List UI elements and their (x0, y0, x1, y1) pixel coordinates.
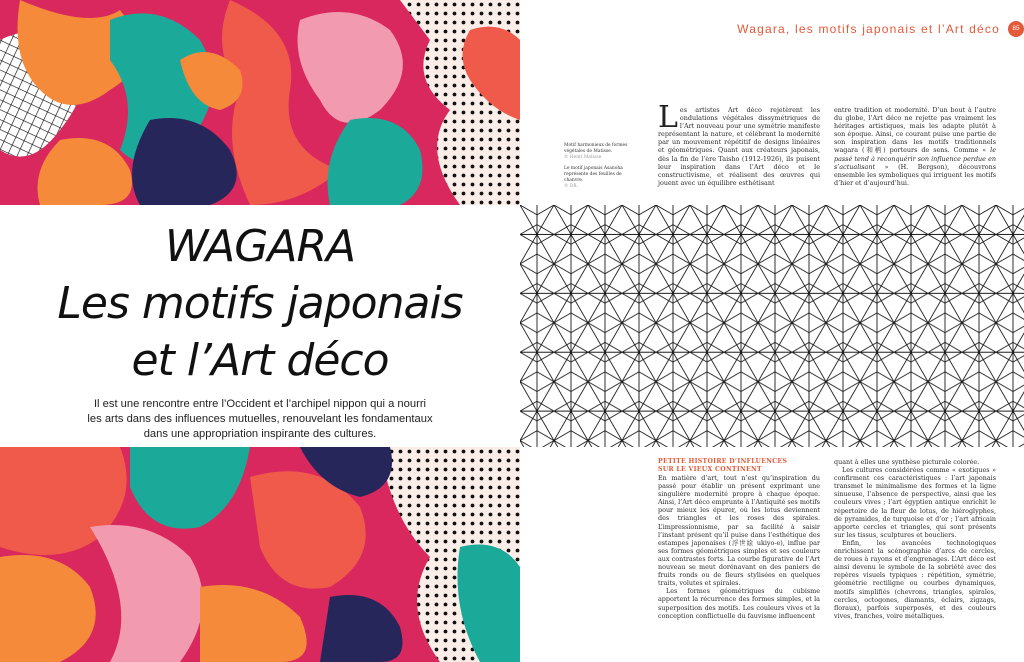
col3-paragraph-1: En matière d’art, tout n’est qu’inspiration du passé pour établir un présent exprimant une singulière modernité propre à chaque époque. Ainsi, l’Art déco emprunte à l’Antiquité ses motifs pour mieux les épurer, où les lotus deviennent des triangles et les roses des spirales. L’impressionnisme, par sa facilité à saisir l’instant présent qu’il puise dans l’esthétique des estampes japonaises (浮世絵 ukiyo-e), influe par ses formes géométriques simples et ses couleurs aux contrastes forts. La courbe figurative de l’Art nouveau se meut dorénavant en des paniers de fruits ronds ou de fleurs stylisées en quelques traits, volutes et spirales. (658, 474, 820, 588)
section-subhead (658, 458, 820, 474)
title-line-1: WAGARA (164, 221, 356, 272)
col4-paragraph-2: Les cultures considérées comme « exotiques » confirment ces caractéristiques : l’art japonais transmet le minimalisme des formes et la ligne sinueuse, l’absence de perspective, ainsi que les couleurs vives ; l’art égyptien antique enrichit le répertoire de la fleur de lotus, de hiéroglyphes, de pyramides, de turquoise et d’or ; l’art africain apporte cercles et triangles, qui sont présents sur les tissus, sculptures et boucliers. (834, 466, 996, 539)
page-number-badge: 85 (1008, 21, 1024, 37)
cutout-shapes-top (0, 0, 520, 205)
article-intro (40, 397, 480, 442)
col2-text-b: » (H. Bergson), découvrons ensemble les symboliques qui irriguent les motifs d’hier et d’aujourd’hui. (834, 162, 996, 187)
title-line-2: Les motifs japonais (57, 278, 463, 329)
body-column-3 (658, 458, 820, 620)
body-column-1 (658, 100, 820, 187)
col4-paragraph-3: Enfin, les avancées technologiques enrichissent la scénographie d’arcs de cercles, de roues à rayons et d’engrenages. L’Art déco est ainsi devenu le symbole de la sobriété avec des repères visuels typiques : répétition, symétrie, géométrie rectiligne ou courbes dynamiques, motifs simplifiés (chevrons, triangles, spirales, cercles, octogones, diamants, éclairs, zigzags, floraux), parfois superposés, et des couleurs vives, franches, voire métalliques. (834, 538, 996, 620)
drop-cap: L (658, 100, 678, 135)
subhead-line-1: PETITE HISTOIRE D’INFLUENCES (658, 458, 788, 465)
caption-2-credit: © DR. (564, 184, 579, 190)
asanoha-pattern-svg (520, 205, 1024, 447)
cutout-shapes-bottom (0, 447, 520, 662)
right-page (520, 0, 1024, 662)
caption-1: Motif harmonieux de formes végétales de Matisse. (564, 143, 628, 155)
intro-line-2: les arts dans des influences mutuelles, renouvelant les fondamentaux (87, 413, 433, 425)
cutout-artwork-bottom (0, 447, 520, 662)
col1-text: es artistes Art déco rejetèrent les ondulations végétales dissymétriques de l’Art nouveau pour une symétrie manifeste représentant la nature, et célébrant la modernité par un mouvement répétitif de designs linéaires et géométriques. Quant aux créateurs japonais, dès la fin de l’ère Taisho (1912-1926), ils puisent leur inspiration dans l’Art déco et le constructivisme, et réalisent des œuvres qui jouent avec un équilibre esthétisant (658, 106, 820, 187)
col2-quote: le passé tend à reconquérir son influence perdue en s’actualisant (834, 146, 996, 171)
subhead-line-2: SUR LE VIEUX CONTINENT (658, 466, 762, 473)
title-line-3: et l’Art déco (131, 335, 389, 386)
intro-line-3: dans une appropriation inspirante des cultures. (143, 428, 377, 440)
cutout-artwork-top (0, 0, 520, 205)
caption-2: Le motif japonais Asanoha représente des feuilles de chanvre. (564, 165, 623, 184)
col3-paragraph-2: Les formes géométriques du cubisme apportent la récurrence des formes simples, et la superposition des motifs. Les couleurs vives et la conception conflictuelle du fauvisme influencent (658, 587, 820, 620)
body-column-2 (834, 106, 996, 187)
body-column-4 (834, 458, 996, 620)
intro-line-1: Il est une rencontre entre l’Occident et l’archipel nippon qui a nourri (93, 398, 427, 410)
article-title (0, 218, 520, 389)
caption-1-credit: © Henri Matisse (564, 155, 602, 161)
asanoha-pattern (520, 205, 1024, 447)
col4-paragraph-1: quant à elles une synthèse picturale colorée. (834, 458, 980, 466)
running-header: Wagara, les motifs japonais et l’Art déco (737, 22, 1000, 36)
col2-text-a: entre tradition et modernité. D’un bout à l’autre du globe, l’Art déco ne rejette pas vraiment les héritages artistiques, mais les adapte plutôt à son époque. Ainsi, ce courant puise une partie de son inspiration dans les motifs traditionnels wagara (和柄) porteurs de sens. Comme « (834, 106, 996, 155)
image-captions (564, 143, 638, 194)
